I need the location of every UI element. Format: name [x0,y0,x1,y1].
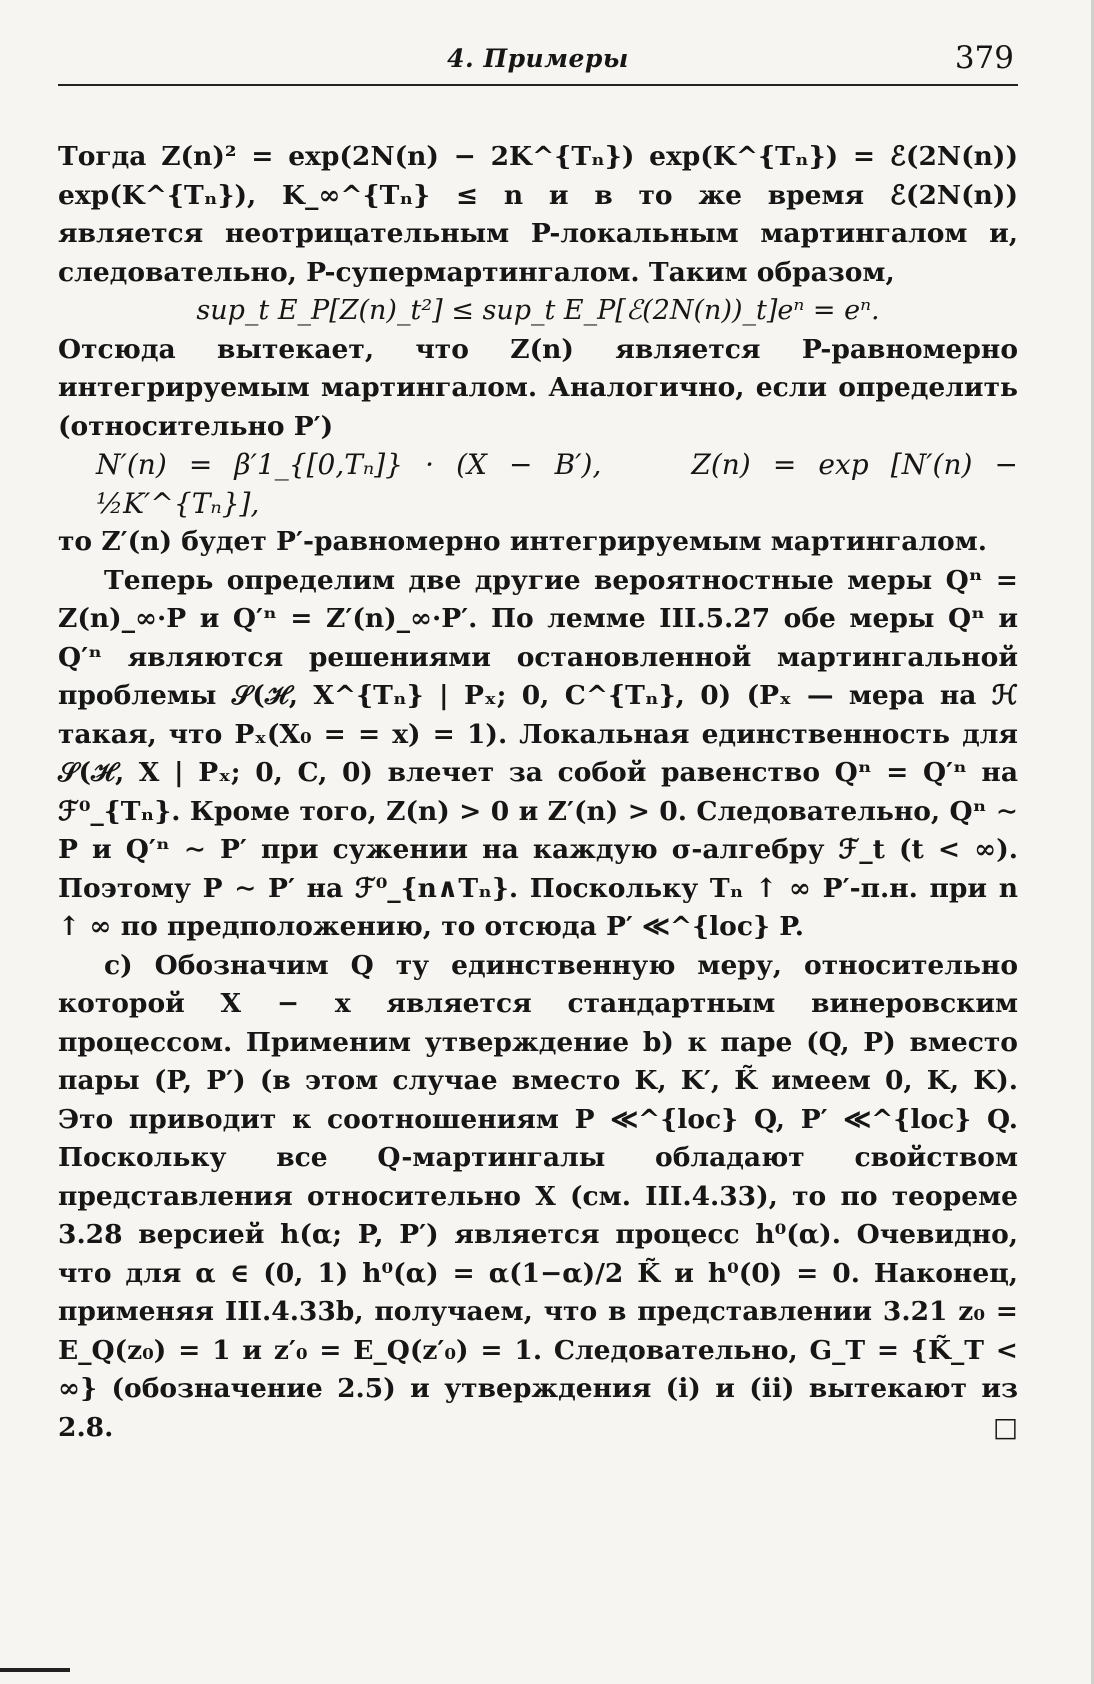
paragraph-4: Теперь определим две другие вероятностные меры Qⁿ = Z(n)_∞·P и Q′ⁿ = Z′(n)_∞·P′. По лемме III.5.27 обе меры Qⁿ и Q′ⁿ являются решениями остановленной мартингальной проблемы 𝒮(ℋ, X^{Tₙ} | Pₓ; 0, C^{Tₙ}, 0) (Pₓ — мера на ℋ такая, что Pₓ(X₀ = = x) = 1). Локальная единственность для 𝒮(ℋ, X | Pₓ; 0, C, 0) влечет за собой равенство Qⁿ = Q′ⁿ на ℱ⁰_{Tₙ}. Кроме того, Z(n) > 0 и Z′(n) > 0. Следовательно, Qⁿ ∼ P и Q′ⁿ ∼ P′ при сужении на каждую σ-алгебру ℱ_t (t < ∞). Поэтому P ∼ P′ на ℱ⁰_{n∧Tₙ}. Поскольку Tₙ ↑ ∞ P′-п.н. при n ↑ ∞ по предположению, то отсюда P′ ≪^{loc} P. [58,564,1018,942]
qed-square-icon: □ [992,1411,1018,1443]
formula-z-n: Z(n) = exp [N′(n) − ½K′^{Tₙ}], [96,448,1018,520]
paragraph-3: то Z′(n) будет P′-равномерно интегрируемым мартингалом. [58,526,987,557]
display-formula-2 [58,446,1018,523]
paragraph-2: Отсюда вытекает, что Z(n) является P-равномерно интегрируемым мартингалом. Аналогично, если определить (относительно P′) [58,333,1018,442]
paragraph-1: Тогда Z(n)² = exp(2N(n) − 2K^{Tₙ}) exp(K^{Tₙ}) = ℰ(2N(n)) exp(K^{Tₙ}), K_∞^{Tₙ} ≤ n и в то же время ℰ(2N(n)) является неотрицательным P-локальным мартингалом и, следовательно, P-супермартингалом. Таким образом, [58,141,1018,288]
formula-n-prime: N′(n) = β′1_{[0,Tₙ]} · (X − B′), [96,448,602,481]
section-title: 4. Примеры [447,44,629,73]
running-header [58,38,1018,86]
display-formula-1: sup_t E_P[Z(n)_t²] ≤ sup_t E_P[ℰ(2N(n))_t]eⁿ = eⁿ. [196,295,880,326]
main-text [58,138,1018,1447]
page-number: 379 [954,40,1014,76]
paragraph-5 [58,947,1018,1448]
scan-edge-mark [0,1668,70,1672]
paragraph-5-text: c) Обозначим Q ту единственную меру, относительно которой X − x является стандартным винеровским процессом. Применим утверждение b) к паре (Q, P) вместо пары (P, P′) (в этом случае вместо K, K′, K̃ имеем 0, K, K). Это приводит к соотношениям P ≪^{loc} Q, P′ ≪^{loc} Q. Поскольку все Q-мартингалы обладают свойством представления относительно X (см. III.4.33), то по теореме 3.28 версией h(α; P, P′) является процесс h⁰(α). Очевидно, что для α ∈ (0, 1) h⁰(α) = α(1−α)/2 K̃ и h⁰(0) = 0. Наконец, применяя III.4.33b, получаем, что в представлении 3.21 z₀ = E_Q(z₀) = 1 и z′₀ = E_Q(z′₀) = 1. Следовательно, G_T = {K̃_T < ∞} (обозначение 2.5) и утверждения (i) и (ii) вытекают из 2.8. [58,949,1018,1443]
